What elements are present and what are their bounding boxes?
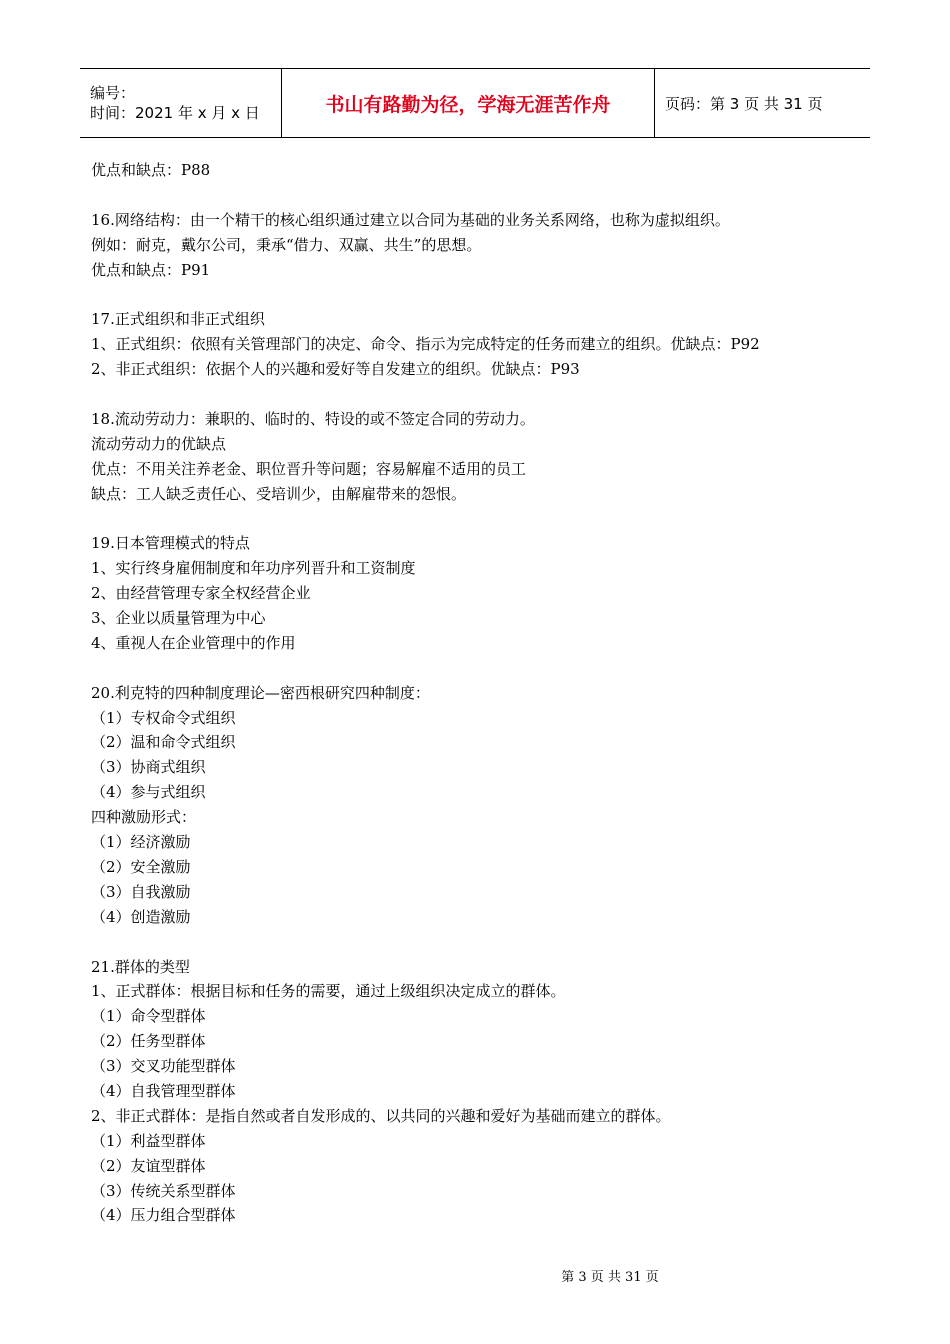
text-line: （1）专权命令式组织	[91, 708, 236, 727]
text-line: （3）自我激励	[91, 882, 191, 901]
text-line: （4）自我管理型群体	[91, 1081, 236, 1100]
text-line: （4）创造激励	[91, 907, 191, 926]
text-line: 1、实行终身雇佣制度和年功序列晋升和工资制度	[91, 559, 416, 578]
text-line: （2）友谊型群体	[91, 1156, 206, 1175]
text-line: 优点和缺点：P91	[91, 260, 211, 279]
motto-text: 书山有路勤为径，学海无涯苦作舟	[325, 93, 611, 116]
text-line: 2、非正式群体：是指自然或者自发形成的、以共同的兴趣和爱好为基础而建立的群体。	[91, 1106, 671, 1125]
text-line: 18.流动劳动力：兼职的、临时的、特设的或不签定合同的劳动力。	[91, 409, 535, 428]
text-line: （4）参与式组织	[91, 783, 206, 802]
text-line: 16.网络结构：由一个精干的核心组织通过建立以合同为基础的业务关系网络，也称为虚拟组织。	[91, 210, 730, 229]
text-line: （1）利益型群体	[91, 1131, 206, 1150]
header-page-label: 页码：第 3 页 共 31 页	[665, 94, 823, 113]
blank-line	[91, 282, 871, 307]
serial-label: 编号：	[90, 84, 136, 102]
header-motto-cell	[282, 69, 655, 137]
text-line: 2、由经营管理专家全权经营企业	[91, 584, 311, 603]
text-line: （3）交叉功能型群体	[91, 1057, 236, 1076]
text-line: （4）压力组合型群体	[91, 1206, 236, 1225]
text-line: （2）温和命令式组织	[91, 733, 236, 752]
text-line: （2）任务型群体	[91, 1032, 206, 1051]
text-line: 流动劳动力的优缺点	[91, 434, 227, 453]
text-line: （3）传统关系型群体	[91, 1181, 236, 1200]
blank-line	[91, 656, 871, 681]
text-line: 19.日本管理模式的特点	[91, 534, 250, 553]
text-line: 2、非正式组织：依据个人的兴趣和爱好等自发建立的组织。优缺点：P93	[91, 360, 580, 379]
header-info-cell	[80, 69, 282, 137]
text-line: 3、企业以质量管理为中心	[91, 609, 266, 628]
text-line: （1）命令型群体	[91, 1007, 206, 1026]
blank-line	[91, 506, 871, 531]
text-line: 优点和缺点：P88	[91, 161, 211, 179]
text-line: 缺点：工人缺乏责任心、受培训少，由解雇带来的怨恨。	[91, 484, 467, 503]
text-line: 20.利克特的四种制度理论—密西根研究四种制度：	[91, 683, 430, 702]
text-line: 1、正式群体：根据目标和任务的需要，通过上级组织决定成立的群体。	[91, 982, 566, 1001]
text-line: （1）经济激励	[91, 833, 191, 852]
text-line: 四种激励形式：	[91, 808, 197, 827]
text-line: 例如：耐克，戴尔公司，秉承“借力、双赢、共生”的思想。	[91, 235, 482, 254]
text-line: 4、重视人在企业管理中的作用	[91, 633, 296, 652]
document-body	[91, 158, 871, 1228]
page-header	[80, 68, 870, 138]
text-line: 优点：不用关注养老金、职位晋升等问题；容易解雇不适用的员工	[91, 459, 527, 478]
blank-line	[91, 930, 871, 955]
text-line: 1、正式组织：依照有关管理部门的决定、命令、指示为完成特定的任务而建立的组织。优缺点：P92	[91, 335, 760, 354]
text-line: （2）安全激励	[91, 857, 191, 876]
blank-line	[91, 183, 871, 208]
header-page-cell	[655, 69, 870, 137]
text-line: 17.正式组织和非正式组织	[91, 310, 265, 329]
text-line: 21.群体的类型	[91, 957, 190, 976]
blank-line	[91, 382, 871, 407]
date-label: 时间：2021 年 x 月 x 日	[90, 104, 260, 122]
page-footer: 第 3 页 共 31 页	[561, 1270, 659, 1285]
text-line: （3）协商式组织	[91, 758, 206, 777]
